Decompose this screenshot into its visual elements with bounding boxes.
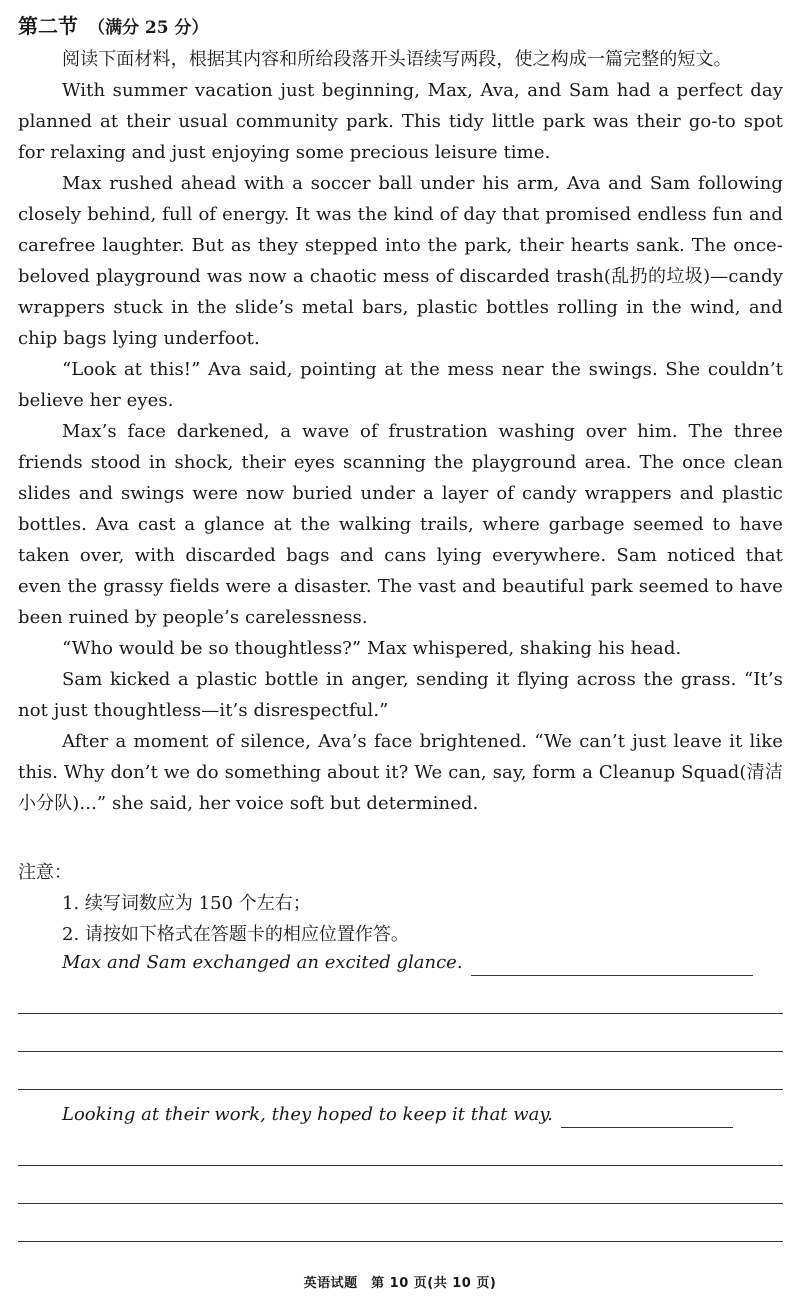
first-paragraph-prompt [62, 950, 753, 976]
passage-paragraph: Sam kicked a plastic bottle in anger, sending it flying across the grass. “It’s not just thoughtless—it’s disrespectful.” [18, 669, 783, 721]
note-item: 1. 续写词数应为 150 个左右； [62, 893, 311, 914]
second-paragraph-prompt [62, 1102, 733, 1128]
answer-blank[interactable] [471, 955, 753, 976]
note-item: 2. 请按如下格式在答题卡的相应位置作答。 [62, 924, 409, 945]
section-title: 第二节 [18, 14, 78, 38]
prompt-text: Looking at their work, they hoped to keep it that way. [62, 1104, 553, 1125]
passage-paragraph: With summer vacation just beginning, Max, Ava, and Sam had a perfect day planned at their usual community park. This tidy little park was their go-to spot for relaxing and just enjoying some precious leisure time. [18, 80, 783, 163]
answer-line[interactable] [18, 1013, 783, 1014]
page-footer: 英语试题 第 10 页(共 10 页) [303, 1276, 497, 1291]
answer-line[interactable] [18, 1203, 783, 1204]
answer-line[interactable] [18, 1051, 783, 1052]
passage-paragraph: After a moment of silence, Ava’s face brightened. “We can’t just leave it like this. Why don’t we do something about it? We can, say, form a Cleanup Squad(清洁小分队)...” she said, her voice soft but determined. [18, 731, 783, 814]
notes-block [18, 857, 783, 950]
answer-line[interactable] [18, 1241, 783, 1242]
passage-paragraph: Max’s face darkened, a wave of frustration washing over him. The three friends stood in shock, their eyes scanning the playground area. The once clean slides and swings were now buried under a layer of candy wrappers and plastic bottles. Ava cast a glance at the walking trails, where garbage seemed to have taken over, with discarded bags and cans lying everywhere. Sam noticed that even the grassy fields were a disaster. The vast and beautiful park seemed to have been ruined by people’s carelessness. [18, 421, 783, 628]
reading-passage [18, 44, 783, 819]
answer-line[interactable] [18, 1089, 783, 1090]
passage-paragraph: Max rushed ahead with a soccer ball under his arm, Ava and Sam following closely behind, full of energy. It was the kind of day that promised endless fun and carefree laughter. But as they stepped into the park, their hearts sank. The once-beloved playground was now a chaotic mess of discarded trash(乱扔的垃圾)—candy wrappers stuck in the slide’s metal bars, plastic bottles rolling in the wind, and chip bags lying underfoot. [18, 173, 783, 349]
prompt-text: Max and Sam exchanged an excited glance. [62, 952, 463, 973]
passage-paragraph: “Who would be so thoughtless?” Max whispered, shaking his head. [62, 638, 682, 659]
answer-blank[interactable] [561, 1107, 733, 1128]
section-score: （满分 25 分） [88, 18, 209, 38]
passage-paragraph: “Look at this!” Ava said, pointing at the mess near the swings. She couldn’t believe her eyes. [18, 359, 783, 411]
answer-line[interactable] [18, 1165, 783, 1166]
instruction-text: 阅读下面材料，根据其内容和所给段落开头语续写两段，使之构成一篇完整的短文。 [62, 49, 732, 70]
notes-heading: 注意： [18, 862, 72, 883]
section-heading [18, 12, 209, 42]
